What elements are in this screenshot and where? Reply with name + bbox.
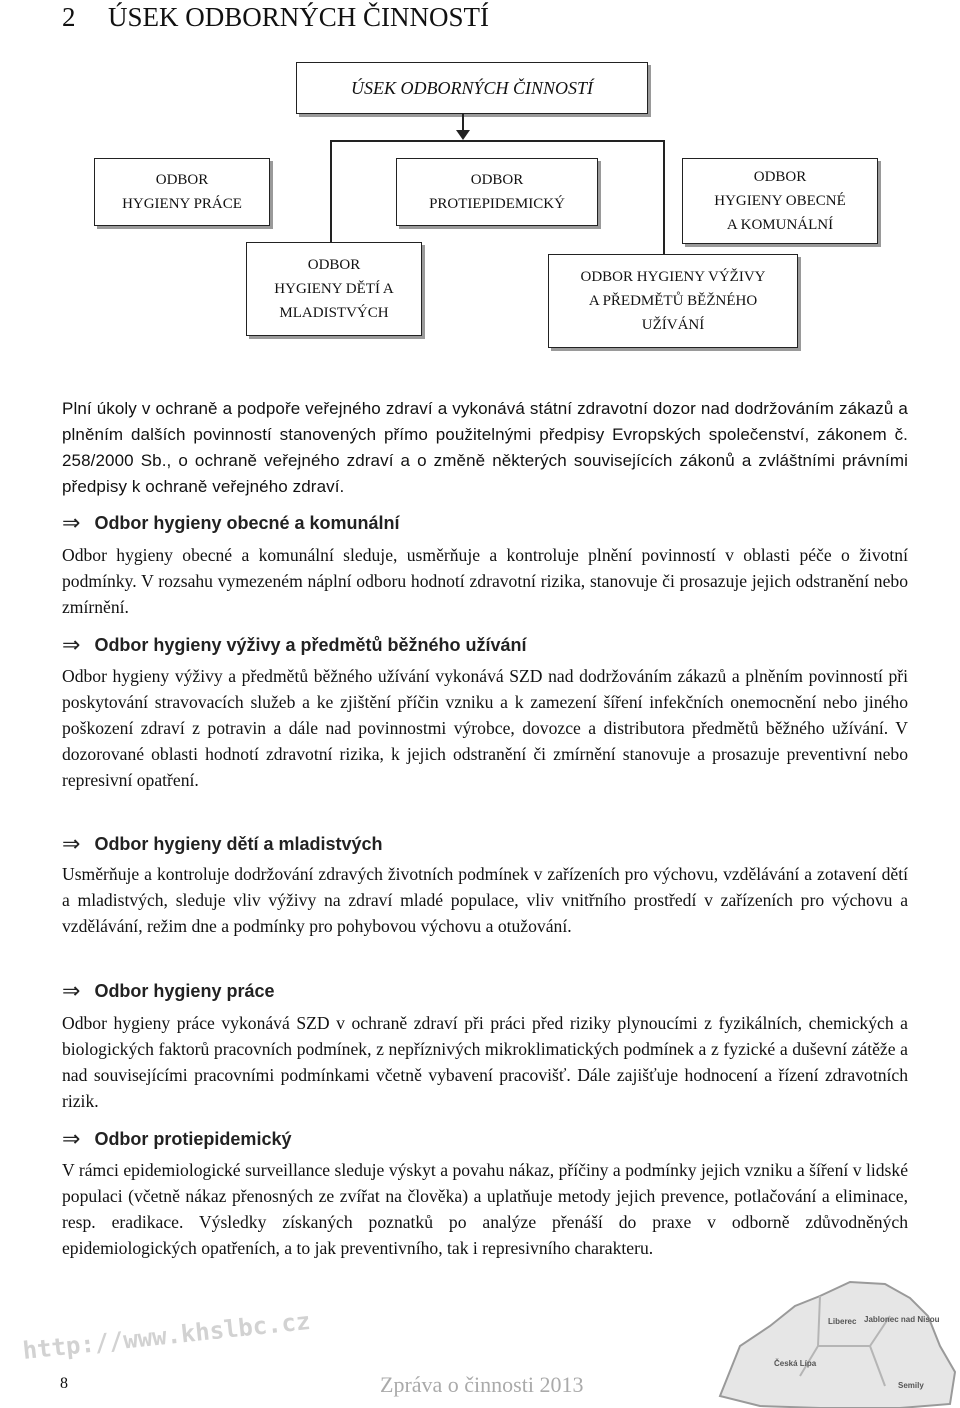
- arrow-icon: ⇒: [62, 511, 81, 536]
- arrow-icon: ⇒: [62, 633, 81, 658]
- arrow-icon: ⇒: [62, 979, 81, 1004]
- section-heading-obecne: ⇒ Odbor hygieny obecné a komunální: [62, 511, 400, 536]
- region-map-icon: [700, 1276, 960, 1408]
- section-heading-deti: ⇒ Odbor hygieny dětí a mladistvých: [62, 832, 383, 857]
- map-label-semily: Semily: [898, 1381, 924, 1390]
- org-box-hygieny-vyzivy: ODBOR HYGIENY VÝŽIVY A PŘEDMĚTŮ BĚŽNÉHO UŽÍVÁNÍ: [548, 254, 798, 348]
- org-box-hygieny-obecne: ODBOR HYGIENY OBECNÉ A KOMUNÁLNÍ: [682, 158, 878, 244]
- footer-title: Zpráva o činnosti 2013: [380, 1372, 584, 1397]
- section-text-obecne: Odbor hygieny obecné a komunální sleduje, usměrňuje a kontroluje plnění povinností v oblasti péče o životní podmínky. V rozsahu vymezeném náplní odboru hodnotí zdravotní rizika, stanovuje či prosazuje jejich odstranění nebo zmírnění.: [62, 545, 908, 617]
- org-connector-right: [663, 140, 665, 254]
- org-connector-left: [330, 140, 332, 250]
- map-label-ceska-lipa: Česká Lípa: [774, 1359, 817, 1368]
- intro-paragraph: Plní úkoly v ochraně a podpoře veřejného zdraví a vykonává státní zdravotní dozor nad dodržováním zákazů a plněním dalších povinností stanovených přímo použitelnými předpisy Evropských společenství, zákonem č. 258/2000 Sb., o ochraně veřejného zdraví a o změně některých souvisejících zákonů a zvláštními právními předpisy k ochraně veřejného zdraví.: [62, 399, 908, 496]
- org-arrow-head: [456, 130, 470, 140]
- heading-number: 2: [62, 2, 76, 32]
- section-text-protiepidemicky: V rámci epidemiologické surveillance sleduje výskyt a povahu nákaz, příčiny a podmínky jejich vzniku a šíření v lidské populaci (včetně nákaz přenosných ze zvířat na člověka) a uplatňuje metody jejich prevence, potlačování a eliminace, resp. eradikace. Výsledky získaných poznatků po analýze přenáší do praxe v odborně zdůvodněných epidemiologických opatřeních, a to jak preventivního, tak i represivního charakteru.: [62, 1160, 908, 1258]
- page-number: 8: [60, 1375, 68, 1392]
- arrow-icon: ⇒: [62, 1127, 81, 1152]
- section-heading-protiepidemicky: ⇒ Odbor protiepidemický: [62, 1127, 292, 1152]
- org-box-hygieny-prace: ODBOR HYGIENY PRÁCE: [94, 158, 270, 226]
- section-text-prace: Odbor hygieny práce vykonává SZD v ochraně zdraví při práci před riziky plynoucími z fyzikálních, chemických a biologických faktorů pracovních podmínek, z nepříznivých mikroklimatických podmínek a z fyzické a duševní zátěže a nad souvisejícími pracovními podmínkami včetně vybavení pracovišť. Dále zajišťuje hodnocení a řízení zdravotních rizik.: [62, 1013, 908, 1111]
- section-heading-prace: ⇒ Odbor hygieny práce: [62, 979, 275, 1004]
- footer-url-watermark: http://www.khslbc.cz: [21, 1306, 312, 1366]
- org-connector-horizontal: [330, 140, 664, 142]
- arrow-icon: ⇒: [62, 832, 81, 857]
- heading-title: ÚSEK ODBORNÝCH ČINNOSTÍ: [108, 2, 490, 32]
- map-label-liberec: Liberec: [828, 1317, 857, 1326]
- section-text-vyzivy: Odbor hygieny výživy a předmětů běžného užívání vykonává SZD nad dodržováním zákazů a plněním povinností při poskytování stravovacích služeb a ke zjištění příčin vzniku a k zamezení šíření infekčních onemocnění nebo jiného poškození zdraví z potravin a dále nad povinnostmi výrobce, dovozce a distributora předmětů běžného užívání. V dozorované oblasti hodnotí zdravotní rizika, k jejich odstranění či zmírnění stanovuje a prosazuje preventivní nebo represivní opatření.: [62, 666, 908, 790]
- section-text-deti: Usměrňuje a kontroluje dodržování zdravých životních podmínek v zařízeních pro výchovu, vzdělávání a zotavení dětí a mladistvých, sleduje vliv výživy na zdraví mladé populace, vliv vnitřního prostředí v zařízeních pro výchovu a vzdělávání, režim dne a podmínky pro pohybovou výchovu a otužování.: [62, 864, 908, 936]
- org-box-top: ÚSEK ODBORNÝCH ČINNOSTÍ: [296, 62, 648, 114]
- org-box-protiepidemicky: ODBOR PROTIEPIDEMICKÝ: [396, 158, 598, 226]
- org-box-hygieny-deti: ODBOR HYGIENY DĚTÍ A MLADISTVÝCH: [246, 242, 422, 336]
- map-label-jablonec: Jablonec nad Nisou: [864, 1315, 940, 1324]
- section-heading-vyzivy: ⇒ Odbor hygieny výživy a předmětů běžného užívání: [62, 633, 527, 658]
- page-heading: [62, 2, 489, 33]
